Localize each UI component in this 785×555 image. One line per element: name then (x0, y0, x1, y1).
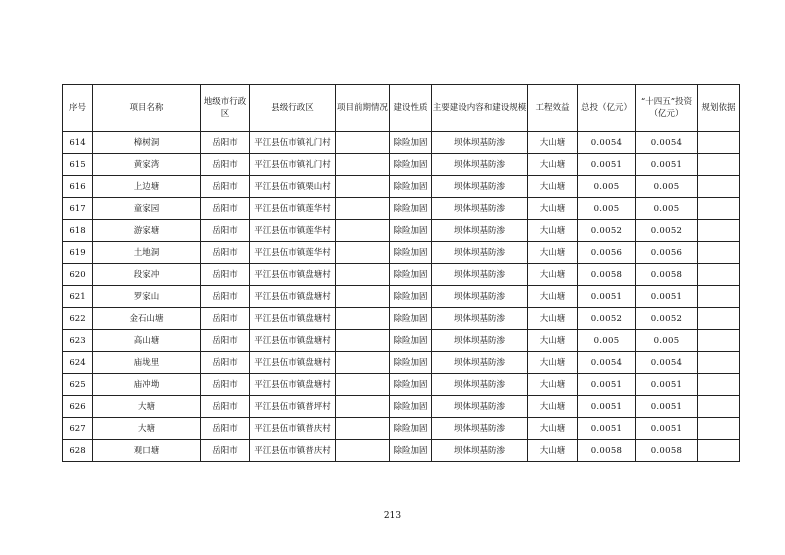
construction-content-cell: 坝体坝基防渗 (432, 132, 528, 154)
city-cell: 岳阳市 (201, 396, 250, 418)
column-header: 项目名称 (93, 85, 201, 132)
construction-nature-cell: 除险加固 (390, 286, 432, 308)
county-cell: 平江县伍市镇莲华村 (250, 220, 336, 242)
plan-investment-cell: 0.0051 (636, 154, 698, 176)
city-cell: 岳阳市 (201, 264, 250, 286)
preliminary-cell (336, 308, 390, 330)
plan-investment-cell: 0.0051 (636, 374, 698, 396)
planning-basis-cell (698, 242, 740, 264)
total-investment-cell: 0.0058 (578, 264, 636, 286)
project-name: 观口塘 (93, 440, 201, 462)
column-header: 工程效益 (528, 85, 578, 132)
construction-nature-cell: 除险加固 (390, 330, 432, 352)
construction-content-cell: 坝体坝基防渗 (432, 418, 528, 440)
county-cell: 平江县伍市镇普庆村 (250, 418, 336, 440)
preliminary-cell (336, 418, 390, 440)
city-cell: 岳阳市 (201, 418, 250, 440)
benefit-cell: 大山塘 (528, 418, 578, 440)
table-body (63, 132, 740, 462)
row-number: 621 (63, 286, 93, 308)
construction-content-cell: 坝体坝基防渗 (432, 220, 528, 242)
plan-investment-cell: 0.0054 (636, 352, 698, 374)
benefit-cell: 大山塘 (528, 198, 578, 220)
preliminary-cell (336, 264, 390, 286)
plan-investment-cell: 0.0056 (636, 242, 698, 264)
plan-investment-cell: 0.0051 (636, 396, 698, 418)
construction-content-cell: 坝体坝基防渗 (432, 176, 528, 198)
total-investment-cell: 0.005 (578, 330, 636, 352)
benefit-cell: 大山塘 (528, 242, 578, 264)
row-number: 623 (63, 330, 93, 352)
construction-nature-cell: 除险加固 (390, 220, 432, 242)
construction-content-cell: 坝体坝基防渗 (432, 154, 528, 176)
project-name: 上边塘 (93, 176, 201, 198)
total-investment-cell: 0.0058 (578, 440, 636, 462)
benefit-cell: 大山塘 (528, 176, 578, 198)
row-number: 624 (63, 352, 93, 374)
preliminary-cell (336, 374, 390, 396)
preliminary-cell (336, 352, 390, 374)
preliminary-cell (336, 154, 390, 176)
construction-nature-cell: 除险加固 (390, 440, 432, 462)
total-investment-cell: 0.0051 (578, 418, 636, 440)
table-row (63, 418, 740, 440)
table-row (63, 330, 740, 352)
construction-nature-cell: 除险加固 (390, 418, 432, 440)
plan-investment-cell: 0.005 (636, 198, 698, 220)
construction-content-cell: 坝体坝基防渗 (432, 286, 528, 308)
construction-nature-cell: 除险加固 (390, 352, 432, 374)
city-cell: 岳阳市 (201, 352, 250, 374)
planning-basis-cell (698, 220, 740, 242)
column-header: 序号 (63, 85, 93, 132)
total-investment-cell: 0.0051 (578, 286, 636, 308)
column-header: 县级行政区 (250, 85, 336, 132)
reservoir-project-table (62, 84, 740, 462)
row-number: 620 (63, 264, 93, 286)
benefit-cell: 大山塘 (528, 374, 578, 396)
table-row (63, 198, 740, 220)
table-row (63, 308, 740, 330)
plan-investment-cell: 0.0052 (636, 308, 698, 330)
county-cell: 平江县伍市镇莲华村 (250, 198, 336, 220)
city-cell: 岳阳市 (201, 154, 250, 176)
project-name: 黄家湾 (93, 154, 201, 176)
project-name: 大塘 (93, 418, 201, 440)
column-header: 地级市行政区 (201, 85, 250, 132)
county-cell: 平江县伍市镇礼门村 (250, 154, 336, 176)
planning-basis-cell (698, 154, 740, 176)
total-investment-cell: 0.0052 (578, 308, 636, 330)
county-cell: 平江县伍市镇盘塘村 (250, 352, 336, 374)
construction-content-cell: 坝体坝基防渗 (432, 198, 528, 220)
planning-basis-cell (698, 374, 740, 396)
project-name: 罗家山 (93, 286, 201, 308)
benefit-cell: 大山塘 (528, 132, 578, 154)
total-investment-cell: 0.005 (578, 176, 636, 198)
construction-content-cell: 坝体坝基防渗 (432, 396, 528, 418)
city-cell: 岳阳市 (201, 176, 250, 198)
benefit-cell: 大山塘 (528, 220, 578, 242)
table-row (63, 132, 740, 154)
table-row (63, 396, 740, 418)
table-row (63, 286, 740, 308)
planning-basis-cell (698, 264, 740, 286)
project-name: 高山塘 (93, 330, 201, 352)
benefit-cell: 大山塘 (528, 154, 578, 176)
row-number: 616 (63, 176, 93, 198)
construction-content-cell: 坝体坝基防渗 (432, 352, 528, 374)
county-cell: 平江县伍市镇莲华村 (250, 242, 336, 264)
construction-nature-cell: 除险加固 (390, 374, 432, 396)
table-row (63, 264, 740, 286)
construction-content-cell: 坝体坝基防渗 (432, 374, 528, 396)
construction-nature-cell: 除险加固 (390, 154, 432, 176)
preliminary-cell (336, 220, 390, 242)
total-investment-cell: 0.0054 (578, 352, 636, 374)
row-number: 627 (63, 418, 93, 440)
planning-basis-cell (698, 440, 740, 462)
city-cell: 岳阳市 (201, 220, 250, 242)
preliminary-cell (336, 176, 390, 198)
city-cell: 岳阳市 (201, 132, 250, 154)
column-header: 规划依据 (698, 85, 740, 132)
planning-basis-cell (698, 330, 740, 352)
construction-content-cell: 坝体坝基防渗 (432, 264, 528, 286)
column-header: 总投（亿元） (578, 85, 636, 132)
project-name: 樟树洞 (93, 132, 201, 154)
column-header: 建设性质 (390, 85, 432, 132)
construction-content-cell: 坝体坝基防渗 (432, 440, 528, 462)
total-investment-cell: 0.0056 (578, 242, 636, 264)
construction-nature-cell: 除险加固 (390, 242, 432, 264)
project-name: 金石山塘 (93, 308, 201, 330)
planning-basis-cell (698, 308, 740, 330)
planning-basis-cell (698, 352, 740, 374)
project-name: 庙冲坳 (93, 374, 201, 396)
table-header-row (63, 85, 740, 132)
county-cell: 平江县伍市镇盘塘村 (250, 308, 336, 330)
row-number: 622 (63, 308, 93, 330)
row-number: 618 (63, 220, 93, 242)
construction-nature-cell: 除险加固 (390, 308, 432, 330)
benefit-cell: 大山塘 (528, 308, 578, 330)
table-row (63, 440, 740, 462)
plan-investment-cell: 0.005 (636, 176, 698, 198)
project-name: 游家塘 (93, 220, 201, 242)
county-cell: 平江县伍市镇礼门村 (250, 132, 336, 154)
preliminary-cell (336, 440, 390, 462)
project-name: 童家园 (93, 198, 201, 220)
planning-basis-cell (698, 418, 740, 440)
county-cell: 平江县伍市镇盘塘村 (250, 330, 336, 352)
planning-basis-cell (698, 132, 740, 154)
county-cell: 平江县伍市镇普坪村 (250, 396, 336, 418)
benefit-cell: 大山塘 (528, 264, 578, 286)
column-header: 主要建设内容和建设规模 (432, 85, 528, 132)
county-cell: 平江县伍市镇盘塘村 (250, 286, 336, 308)
plan-investment-cell: 0.0052 (636, 220, 698, 242)
benefit-cell: 大山塘 (528, 286, 578, 308)
construction-nature-cell: 除险加固 (390, 396, 432, 418)
plan-investment-cell: 0.0051 (636, 286, 698, 308)
construction-nature-cell: 除险加固 (390, 264, 432, 286)
preliminary-cell (336, 396, 390, 418)
table-row (63, 176, 740, 198)
total-investment-cell: 0.0051 (578, 154, 636, 176)
county-cell: 平江县伍市镇普庆村 (250, 440, 336, 462)
preliminary-cell (336, 198, 390, 220)
construction-nature-cell: 除险加固 (390, 198, 432, 220)
row-number: 614 (63, 132, 93, 154)
benefit-cell: 大山塘 (528, 330, 578, 352)
total-investment-cell: 0.0051 (578, 396, 636, 418)
row-number: 619 (63, 242, 93, 264)
table-row (63, 352, 740, 374)
preliminary-cell (336, 286, 390, 308)
county-cell: 平江县伍市镇盘塘村 (250, 374, 336, 396)
construction-nature-cell: 除险加固 (390, 176, 432, 198)
table-row (63, 374, 740, 396)
city-cell: 岳阳市 (201, 374, 250, 396)
construction-content-cell: 坝体坝基防渗 (432, 330, 528, 352)
city-cell: 岳阳市 (201, 308, 250, 330)
table-row (63, 220, 740, 242)
construction-nature-cell: 除险加固 (390, 132, 432, 154)
planning-basis-cell (698, 286, 740, 308)
row-number: 625 (63, 374, 93, 396)
construction-content-cell: 坝体坝基防渗 (432, 242, 528, 264)
construction-content-cell: 坝体坝基防渗 (432, 308, 528, 330)
project-name: 大塘 (93, 396, 201, 418)
city-cell: 岳阳市 (201, 330, 250, 352)
project-name: 段家冲 (93, 264, 201, 286)
plan-investment-cell: 0.0054 (636, 132, 698, 154)
column-header: 项目前期情况 (336, 85, 390, 132)
table-row (63, 242, 740, 264)
total-investment-cell: 0.0054 (578, 132, 636, 154)
benefit-cell: 大山塘 (528, 396, 578, 418)
total-investment-cell: 0.0051 (578, 374, 636, 396)
preliminary-cell (336, 242, 390, 264)
benefit-cell: 大山塘 (528, 352, 578, 374)
city-cell: 岳阳市 (201, 286, 250, 308)
city-cell: 岳阳市 (201, 242, 250, 264)
planning-basis-cell (698, 396, 740, 418)
county-cell: 平江县伍市镇盘塘村 (250, 264, 336, 286)
project-name: 庙垅里 (93, 352, 201, 374)
planning-basis-cell (698, 198, 740, 220)
planning-basis-cell (698, 176, 740, 198)
county-cell: 平江县伍市镇栗山村 (250, 176, 336, 198)
total-investment-cell: 0.0052 (578, 220, 636, 242)
plan-investment-cell: 0.0058 (636, 264, 698, 286)
row-number: 628 (63, 440, 93, 462)
column-header: “十四五”投资（亿元） (636, 85, 698, 132)
page-number: 213 (383, 511, 402, 521)
preliminary-cell (336, 330, 390, 352)
project-name: 土地洞 (93, 242, 201, 264)
plan-investment-cell: 0.0058 (636, 440, 698, 462)
row-number: 615 (63, 154, 93, 176)
table-row (63, 154, 740, 176)
plan-investment-cell: 0.005 (636, 330, 698, 352)
benefit-cell: 大山塘 (528, 440, 578, 462)
row-number: 617 (63, 198, 93, 220)
total-investment-cell: 0.005 (578, 198, 636, 220)
preliminary-cell (336, 132, 390, 154)
plan-investment-cell: 0.0051 (636, 418, 698, 440)
city-cell: 岳阳市 (201, 198, 250, 220)
row-number: 626 (63, 396, 93, 418)
city-cell: 岳阳市 (201, 440, 250, 462)
